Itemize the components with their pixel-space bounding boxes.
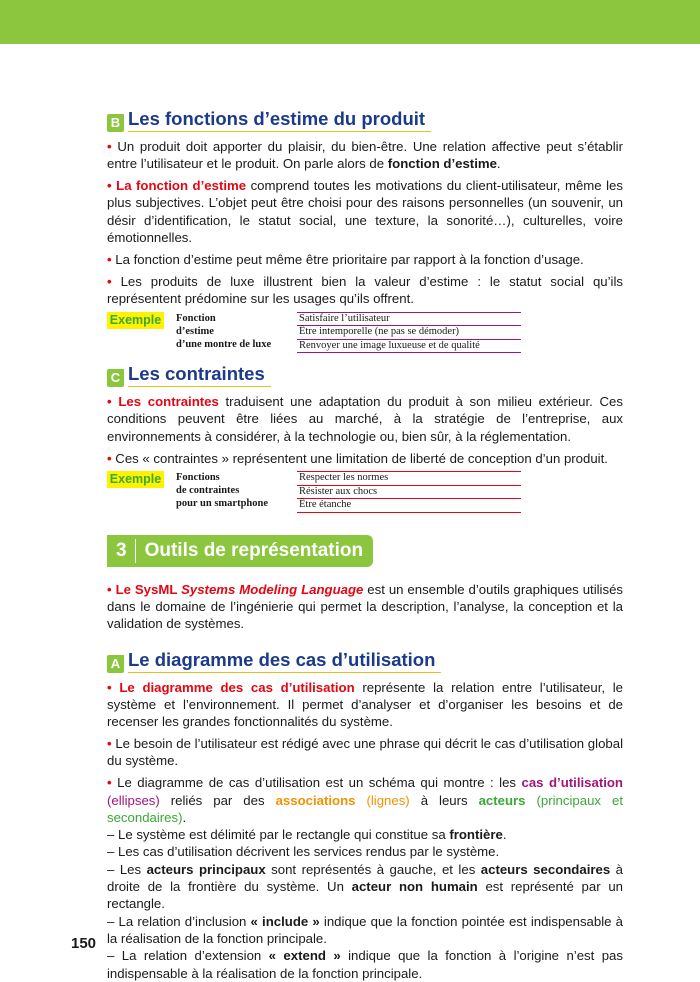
example-line: Renvoyer une image luxueuse et de qualité: [297, 339, 521, 354]
section-b-title: Les fonctions d’estime du produit: [128, 108, 431, 132]
text: – La relation d’inclusion: [107, 913, 251, 929]
text: comprend toutes les motivations du client-utilisateur, même les plus subjectives. L’objet peut être choisi pour des raisons personnelles (un souvenir, un désir d’identification, le statut social, une texture, la sonorité…), culturelles, voire émotionnelles.: [107, 178, 623, 245]
example-lines: [297, 312, 521, 354]
text: – Les: [107, 861, 147, 877]
text: – Le système est délimité par le rectangle qui constitue sa: [107, 827, 450, 843]
bullet: •: [107, 736, 112, 752]
text: Le besoin de l’utilisateur est rédigé avec une phrase qui décrit le cas d’utilisation global du système.: [107, 736, 624, 769]
example-tag: Exemple: [107, 312, 164, 329]
text: Un produit doit apporter du plaisir, du bien-être. Une relation affective peut s’établir entre l’utilisateur et le produit. On parle alors de: [107, 139, 623, 172]
dash-item: [107, 913, 623, 948]
section-a-title: Le diagramme des cas d’utilisation: [128, 649, 441, 673]
text: .: [502, 827, 507, 843]
text: La fonction d’estime peut même être prioritaire par rapport à la fonction d’usage.: [115, 251, 584, 267]
text: – Les cas d’utilisation décrivent les services rendus par le système.: [107, 844, 500, 860]
bold-term: acteur non humain: [351, 879, 478, 895]
bold-term: « extend »: [268, 948, 341, 964]
paragraph: [107, 251, 623, 268]
example-tag: Exemple: [107, 471, 164, 488]
text: .: [496, 156, 501, 172]
part-3-heading: [107, 535, 373, 567]
dash-item: [107, 861, 623, 913]
dash-item: [107, 843, 623, 860]
text: (ellipses): [107, 792, 160, 808]
text: Ces « contraintes » représentent une limitation de liberté de conception d’un produit.: [115, 450, 608, 466]
term-acteurs: acteurs: [478, 792, 526, 808]
example-label: [176, 471, 297, 513]
paragraph: [107, 774, 623, 826]
text: est un ensemble d’outils graphiques utilisés dans le domaine de l’ingénierie qui permet la description, l’analyse, la conception et la validation de systèmes.: [107, 581, 624, 632]
term-associations: associations: [275, 792, 356, 808]
example-lines: [297, 471, 521, 513]
text: à droite de la frontière du système. Un: [107, 861, 623, 895]
dash-item: [107, 947, 623, 982]
text: traduisent une adaptation du produit à son milieu extérieur. Ces conditions peuvent être liées au marché, à la stratégie de l’entreprise, aux environnements à considérer, à la technologie ou, bien sûr, à la réglementation.: [107, 394, 623, 444]
paragraph: [107, 177, 623, 246]
example-label-line: pour un smartphone: [176, 498, 268, 510]
bullet: •: [107, 450, 112, 466]
dash-item: [107, 826, 623, 843]
example-label: [176, 312, 297, 354]
key-term: Le diagramme des cas d’utilisation: [119, 679, 355, 695]
paragraph: [107, 735, 623, 770]
paragraph: [107, 273, 623, 308]
paragraph: [107, 393, 623, 445]
example-label-line: Fonctions: [176, 472, 220, 484]
example-box-estime: [107, 312, 623, 354]
part-title: Outils de représentation: [144, 539, 364, 561]
bold-term: « include »: [250, 913, 320, 929]
paragraph: [107, 679, 623, 731]
text: est représenté par un rectangle.: [107, 879, 623, 912]
example-line: Être intemporelle (ne pas se démoder): [297, 325, 521, 339]
example-label-line: d’estime: [176, 325, 214, 337]
paragraph: [107, 581, 623, 633]
bullet: •: [107, 273, 112, 289]
part-number: 3: [107, 539, 136, 563]
example-label-line: Fonction: [176, 312, 216, 324]
text: Les produits de luxe illustrent bien la valeur d’estime : le statut social qu’ils représentent prédomine sur les usages qu’ils offrent.: [107, 273, 623, 306]
bullet: •: [107, 139, 112, 154]
bullet: •: [107, 581, 112, 597]
page-content: [107, 108, 623, 982]
text: (lignes): [355, 792, 410, 808]
example-line: Respecter les normes: [297, 471, 521, 485]
section-c-letter: C: [107, 369, 124, 387]
section-a-letter: A: [107, 655, 124, 673]
section-b-letter: B: [107, 114, 124, 132]
bold-term: acteurs secondaires: [480, 861, 611, 877]
text: – La relation d’extension: [107, 948, 269, 964]
example-label-line: de contraintes: [176, 485, 240, 497]
bullet: •: [107, 394, 112, 410]
bold-term: fonction d’estime: [387, 156, 497, 172]
section-c-title: Les contraintes: [128, 363, 271, 387]
text: sont représentés à gauche, et les: [265, 861, 481, 877]
key-term: Le SysML: [115, 581, 182, 597]
text: .: [182, 809, 187, 825]
paragraph: [107, 450, 623, 467]
bullet: •: [107, 178, 112, 194]
bold-term: frontière: [449, 827, 503, 843]
text: (principaux et secondaires): [107, 792, 623, 825]
section-a-heading: [107, 649, 623, 673]
term-cas-utilisation: cas d’utilisation: [521, 775, 623, 791]
text: reliés par des: [159, 792, 276, 808]
bold-term: acteurs principaux: [146, 861, 266, 877]
key-term: Les contraintes: [118, 394, 219, 410]
bullet: •: [107, 775, 112, 791]
header-band: [0, 0, 700, 44]
text: indique que la fonction pointée est indispensable à la réalisation de la fonction principale.: [107, 913, 623, 946]
example-box-contraintes: [107, 471, 623, 513]
section-c-heading: [107, 363, 623, 387]
bullet: •: [107, 679, 112, 695]
key-term-italic: Systems Modeling Language: [181, 581, 364, 597]
example-line: Être étanche: [297, 498, 521, 513]
text: à leurs: [409, 792, 479, 808]
section-b-heading: [107, 108, 623, 132]
text: indique que la fonction à l’origine n’est pas indispensable à la réalisation de la fonction principale.: [107, 948, 623, 981]
bullet: •: [107, 251, 112, 267]
page-number: 150: [71, 935, 97, 952]
key-term: La fonction d’estime: [116, 178, 247, 194]
example-label-line: d’une montre de luxe: [176, 338, 272, 350]
example-line: Satisfaire l’utilisateur: [297, 312, 521, 326]
example-line: Résister aux chocs: [297, 485, 521, 499]
text: représente la relation entre l’utilisateur, le système et l’environnement. Il permet d’analyser et d’organiser les besoins et de recenser les grandes fonctionnalités du système.: [107, 679, 623, 730]
text: Le diagramme de cas d’utilisation est un schéma qui montre : les: [117, 775, 522, 791]
paragraph: [107, 138, 623, 173]
